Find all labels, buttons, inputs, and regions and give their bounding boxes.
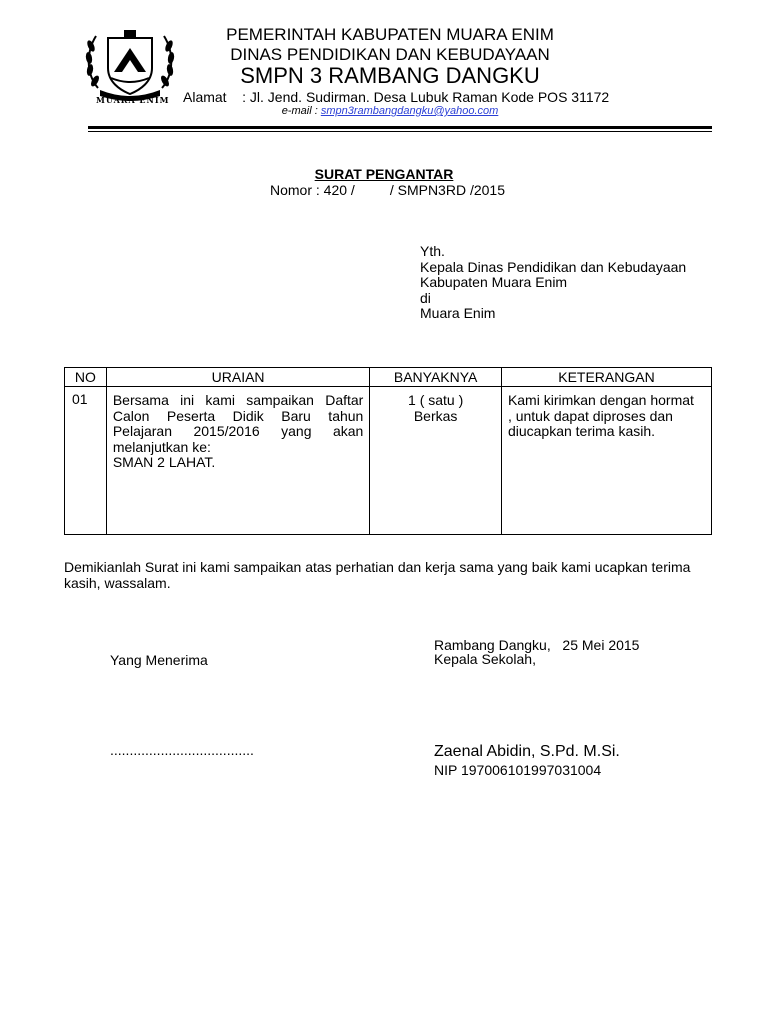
email-label: e-mail : <box>281 105 321 117</box>
cell-no: 01 <box>65 387 107 535</box>
uraian-text: Bersama ini kami sampaikan Daftar Calon Peserta Didik Baru tahun Pelajaran 2015/2016 yang akan melanjutkan ke: <box>112 392 364 455</box>
header-keterangan: KETERANGAN <box>501 368 711 387</box>
cell-uraian <box>106 387 370 535</box>
email-line <box>180 105 600 117</box>
signer-name: Zaenal Abidin, S.Pd. M.Si. <box>434 743 620 760</box>
keterangan-line: , untuk dapat diproses dan <box>507 407 673 424</box>
header-line-2: DINAS PENDIDIKAN DAN KEBUDAYAAN <box>230 45 550 64</box>
place-date: Rambang Dangku, 25 Mei 2015 <box>434 637 640 653</box>
table-header-row <box>65 368 712 387</box>
header-banyaknya: BANYAKNYA <box>370 368 502 387</box>
header-rule-thin <box>88 131 712 132</box>
banyak-qty: 1 ( satu ) <box>408 392 464 408</box>
recipient-line: Kabupaten Muara Enim <box>420 274 568 290</box>
signer-position: Kepala Sekolah, <box>434 651 536 667</box>
table-row <box>65 387 712 535</box>
recipient-block <box>420 244 686 322</box>
logo-caption: MUARA ENIM <box>96 95 170 105</box>
uraian-school: SMAN 2 LAHAT. <box>112 454 216 470</box>
recipient-line: Muara Enim <box>420 305 496 321</box>
receiver-label: Yang Menerima <box>110 652 208 668</box>
recipient-line: di <box>420 289 431 306</box>
cell-banyaknya <box>370 387 502 535</box>
recipient-line: Yth. <box>420 243 445 259</box>
keterangan-line: Kami kirimkan dengan hormat <box>507 392 694 408</box>
header-uraian: URAIAN <box>106 368 370 387</box>
closing-paragraph: Demikianlah Surat ini kami sampaikan atas perhatian dan kerja sama yang baik kami ucapkan terima kasih, wassalam. <box>64 559 691 591</box>
banyak-unit: Berkas <box>413 407 458 424</box>
letter-title: SURAT PENGANTAR <box>314 166 454 182</box>
letter-table <box>64 367 712 535</box>
signer-nip: NIP 197006101997031004 <box>434 762 602 778</box>
email-link[interactable]: smpn3rambangdangku@yahoo.com <box>320 105 499 117</box>
school-name: SMPN 3 RAMBANG DANGKU <box>240 63 540 88</box>
receiver-signature-line: ..................................... <box>110 742 254 758</box>
keterangan-line: diucapkan terima kasih. <box>507 423 656 439</box>
header-no: NO <box>65 368 107 387</box>
header-line-1: PEMERINTAH KABUPATEN MUARA ENIM <box>226 25 554 44</box>
recipient-line: Kepala Dinas Pendidikan dan Kebudayaan <box>420 258 687 275</box>
cell-keterangan <box>501 387 711 535</box>
header-rule-thick <box>88 126 712 129</box>
letter-number: Nomor : 420 / / SMPN3RD /2015 <box>270 182 505 198</box>
regency-logo <box>80 26 180 106</box>
school-address: Alamat : Jl. Jend. Sudirman. Desa Lubuk Raman Kode POS 31172 <box>183 89 610 105</box>
